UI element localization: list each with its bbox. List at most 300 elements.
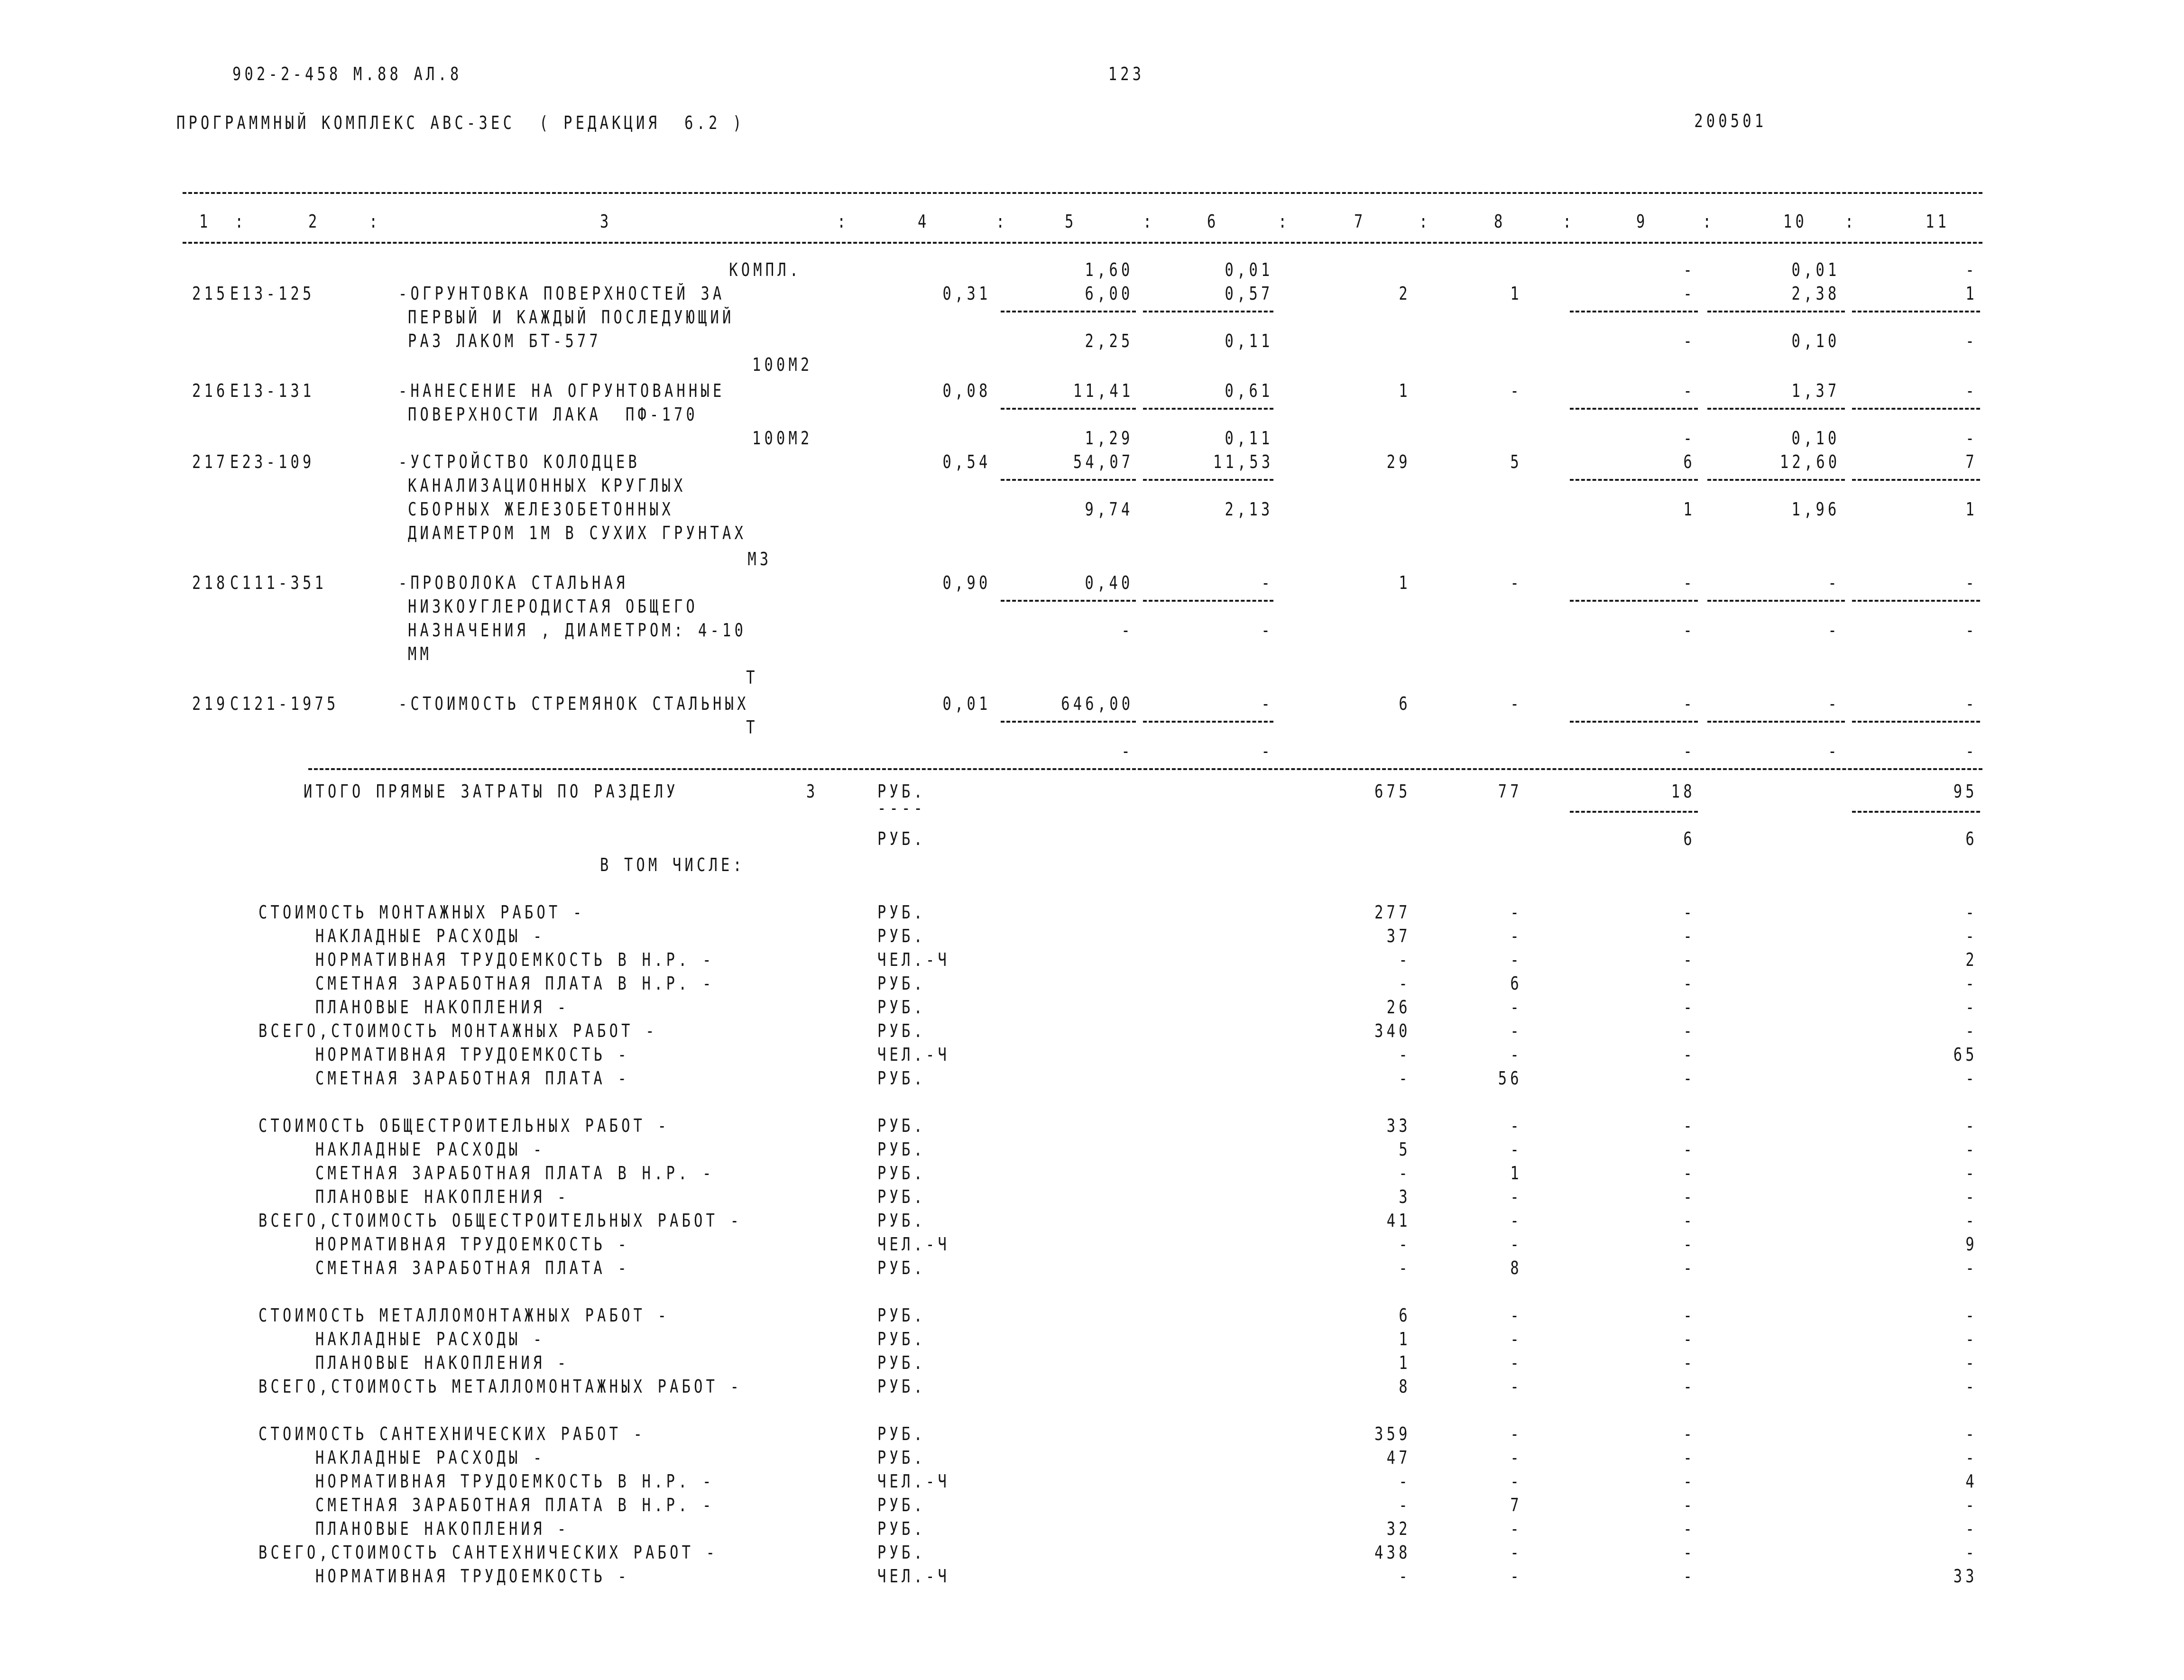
summary-subitem: НАКЛАДНЫЕ РАСХОДЫ -: [315, 1447, 545, 1468]
summary-c11: -: [1965, 1542, 1978, 1563]
summary-c9: -: [1683, 1020, 1696, 1041]
summary-c8: -: [1510, 1044, 1522, 1065]
summary-c11: -: [1965, 1139, 1978, 1160]
summary-c9: -: [1683, 902, 1696, 923]
summary-c9: -: [1683, 1566, 1696, 1587]
summary-c8: -: [1510, 1234, 1522, 1255]
item-unit: Т: [746, 717, 758, 738]
cell-c5: 54,07: [1073, 451, 1133, 472]
cell-sub-rule: [1143, 600, 1273, 602]
cell-c10: 0,01: [1791, 259, 1840, 280]
column-separator: :: [1278, 211, 1290, 232]
summary-c7: -: [1399, 1163, 1411, 1184]
summary-c7: 37: [1386, 926, 1411, 946]
summary-c9: -: [1683, 1186, 1696, 1207]
cell-c8: -: [1510, 380, 1522, 401]
summary-unit: РУБ.: [877, 1542, 926, 1563]
column-header-8: 8: [1494, 211, 1506, 232]
column-header-10: 10: [1783, 211, 1808, 232]
summary-c11: 33: [1953, 1566, 1978, 1587]
report-code: 200501: [1694, 110, 1767, 131]
cell-c5: 646,00: [1060, 693, 1133, 714]
cell-c7: 1: [1399, 380, 1411, 401]
summary-c8: -: [1510, 1210, 1522, 1231]
summary-c7: 277: [1374, 902, 1411, 923]
summary-unit: РУБ.: [877, 1376, 926, 1397]
summary-c8: -: [1510, 949, 1522, 970]
summary-c9: -: [1683, 1234, 1696, 1255]
cell-c11: 7: [1965, 451, 1978, 472]
summary-c11: -: [1965, 1447, 1978, 1468]
cell-c9: -: [1683, 572, 1696, 593]
summary-c9: -: [1683, 1542, 1696, 1563]
summary-c11: -: [1965, 1329, 1978, 1350]
cell-secondary-b10: -: [1828, 741, 1840, 762]
page-number: 123: [1108, 64, 1145, 84]
item-code: С111-351: [230, 572, 327, 593]
item-unit: 100М2: [752, 354, 813, 375]
summary-c9: -: [1683, 1471, 1696, 1492]
item-description-line: НИЗКОУГЛЕРОДИСТАЯ ОБЩЕГО: [408, 596, 699, 617]
column-separator: :: [1703, 211, 1715, 232]
cell-c8: 1: [1510, 283, 1522, 304]
item-description-line: КАНАЛИЗАЦИОННЫХ КРУГЛЫХ: [408, 475, 686, 496]
summary-subitem: НОРМАТИВНАЯ ТРУДОЕМКОСТЬ -: [315, 1234, 630, 1255]
summary-unit: РУБ.: [877, 1020, 926, 1041]
summary-c8: 7: [1510, 1495, 1522, 1515]
summary-unit: РУБ.: [877, 1258, 926, 1278]
summary-heading: ВСЕГО,СТОИМОСТЬ МЕТАЛЛОМОНТАЖНЫХ РАБОТ -: [258, 1376, 743, 1397]
cell-secondary-b9: 1: [1683, 499, 1696, 520]
cell-sub-rule: [1570, 721, 1698, 723]
item-unit: 100М2: [752, 428, 813, 449]
cell-c10: 2,38: [1791, 283, 1840, 304]
cell-sub-rule: [1852, 311, 1980, 312]
cell-secondary-b11: -: [1965, 620, 1978, 641]
cell-sub-rule: [1570, 479, 1698, 481]
cell-secondary-b10: 1,96: [1791, 499, 1840, 520]
total-unit: РУБ.: [877, 781, 926, 802]
column-header-4: 4: [918, 211, 930, 232]
summary-c8: -: [1510, 997, 1522, 1018]
summary-c8: -: [1510, 1447, 1522, 1468]
summary-c11: -: [1965, 973, 1978, 994]
summary-unit: РУБ.: [877, 1423, 926, 1444]
cell-next-n11: -: [1965, 428, 1978, 449]
cell-secondary-b5: 2,25: [1085, 330, 1133, 351]
summary-subitem: СМЕТНАЯ ЗАРАБОТНАЯ ПЛАТА -: [315, 1068, 630, 1089]
cell-c6: 11,53: [1213, 451, 1273, 472]
column-header-5: 5: [1065, 211, 1077, 232]
item-unit: М3: [747, 549, 772, 569]
cell-c9: 6: [1683, 451, 1696, 472]
total-c9: 18: [1671, 781, 1696, 802]
summary-c9: -: [1683, 1447, 1696, 1468]
summary-c8: -: [1510, 926, 1522, 946]
total-c11: 95: [1953, 781, 1978, 802]
summary-unit: ЧЕЛ.-Ч: [877, 949, 950, 970]
summary-c8: -: [1510, 1518, 1522, 1539]
cell-c11: -: [1965, 572, 1978, 593]
summary-c11: -: [1965, 1115, 1978, 1136]
summary-c11: -: [1965, 1376, 1978, 1397]
item-number: 217: [192, 451, 229, 472]
cell-c10: 1,37: [1791, 380, 1840, 401]
cell-c9: -: [1683, 259, 1696, 280]
summary-c7: 3: [1399, 1186, 1411, 1207]
item-description-line: СБОРНЫХ ЖЕЛЕЗОБЕТОННЫХ: [408, 499, 674, 520]
summary-subitem: ПЛАНОВЫЕ НАКОПЛЕНИЯ -: [315, 997, 570, 1018]
cell-next-n9: -: [1683, 428, 1696, 449]
item-description-line: НАЗНАЧЕНИЯ , ДИАМЕТРОМ: 4-10: [408, 620, 747, 641]
summary-c7: -: [1399, 1234, 1411, 1255]
summary-unit: ЧЕЛ.-Ч: [877, 1471, 950, 1492]
summary-c9: -: [1683, 1352, 1696, 1373]
cell-sub-rule: [1143, 311, 1273, 312]
cell-sub-rule: [1143, 479, 1273, 481]
cell-secondary-b5: -: [1121, 620, 1133, 641]
summary-heading: ВСЕГО,СТОИМОСТЬ САНТЕХНИЧЕСКИХ РАБОТ -: [258, 1542, 719, 1563]
summary-c8: -: [1510, 902, 1522, 923]
cell-secondary-b9: -: [1683, 620, 1696, 641]
total-sub-rule: [1570, 811, 1698, 813]
cell-c5: 1,60: [1085, 259, 1133, 280]
cell-sub-rule: [1852, 721, 1980, 723]
summary-unit: РУБ.: [877, 997, 926, 1018]
summary-heading: СТОИМОСТЬ САНТЕХНИЧЕСКИХ РАБОТ -: [258, 1423, 646, 1444]
summary-unit: РУБ.: [877, 1352, 926, 1373]
summary-c8: -: [1510, 1305, 1522, 1326]
item-description-line: -НАНЕСЕНИЕ НА ОГРУНТОВАННЫЕ: [398, 380, 725, 401]
summary-c9: -: [1683, 1423, 1696, 1444]
summary-c8: 8: [1510, 1258, 1522, 1278]
total-c7: 675: [1374, 781, 1411, 802]
summary-c7: -: [1399, 1258, 1411, 1278]
summary-c8: -: [1510, 1186, 1522, 1207]
cell-c8: -: [1510, 693, 1522, 714]
cell-c10: -: [1828, 693, 1840, 714]
summary-c7: 1: [1399, 1329, 1411, 1350]
cell-sub-rule: [1852, 600, 1980, 602]
cell-sub-rule: [1001, 408, 1136, 410]
item-code: С121-1975: [230, 693, 339, 714]
summary-unit: РУБ.: [877, 1305, 926, 1326]
summary-c9: -: [1683, 1210, 1696, 1231]
summary-c8: 6: [1510, 973, 1522, 994]
summary-subitem: НАКЛАДНЫЕ РАСХОДЫ -: [315, 1329, 545, 1350]
cell-sub-rule: [1707, 311, 1845, 312]
summary-subitem: СМЕТНАЯ ЗАРАБОТНАЯ ПЛАТА В Н.Р. -: [315, 1495, 715, 1515]
summary-unit: ЧЕЛ.-Ч: [877, 1044, 950, 1065]
cell-c4: 0,08: [942, 380, 991, 401]
item-description-line: ПЕРВЫЙ И КАЖДЫЙ ПОСЛЕДУЮЩИЙ: [408, 307, 735, 328]
cell-c4: 0,01: [942, 693, 991, 714]
cell-c6: -: [1261, 572, 1273, 593]
cell-next-n6: 0,11: [1225, 428, 1273, 449]
cell-sub-rule: [1570, 311, 1698, 312]
summary-c11: -: [1965, 997, 1978, 1018]
total-section-number: 3: [806, 781, 819, 802]
summary-c8: -: [1510, 1352, 1522, 1373]
column-header-3: 3: [600, 211, 612, 232]
summary-c7: 41: [1386, 1210, 1411, 1231]
summary-c9: -: [1683, 1044, 1696, 1065]
summary-c7: -: [1399, 1495, 1411, 1515]
cell-c9: -: [1683, 380, 1696, 401]
cell-c8: -: [1510, 572, 1522, 593]
summary-c11: -: [1965, 902, 1978, 923]
summary-c7: -: [1399, 973, 1411, 994]
summary-unit: РУБ.: [877, 1068, 926, 1089]
cell-secondary-b9: -: [1683, 741, 1696, 762]
cell-sub-rule: [1707, 721, 1845, 723]
summary-c8: -: [1510, 1542, 1522, 1563]
summary-c8: -: [1510, 1115, 1522, 1136]
summary-c7: 47: [1386, 1447, 1411, 1468]
summary-unit: РУБ.: [877, 1210, 926, 1231]
program-title: ПРОГРАММНЫЙ КОМПЛЕКС АВС-3ЕС ( РЕДАКЦИЯ 6.2 ): [176, 112, 745, 133]
summary-c9: -: [1683, 1258, 1696, 1278]
summary-unit: РУБ.: [877, 1447, 926, 1468]
summary-subitem: НОРМАТИВНАЯ ТРУДОЕМКОСТЬ В Н.Р. -: [315, 949, 715, 970]
summary-heading: СТОИМОСТЬ МОНТАЖНЫХ РАБОТ -: [258, 902, 585, 923]
cell-sub-rule: [1852, 408, 1980, 410]
summary-subitem: СМЕТНАЯ ЗАРАБОТНАЯ ПЛАТА В Н.Р. -: [315, 973, 715, 994]
including-label: В ТОМ ЧИСЛЕ:: [600, 854, 746, 875]
item-number: 216: [192, 380, 229, 401]
cell-sub-rule: [1570, 408, 1698, 410]
cell-c6: 0,01: [1225, 259, 1273, 280]
cell-secondary-b10: 0,10: [1791, 330, 1840, 351]
summary-c11: 2: [1965, 949, 1978, 970]
item-description-line: -ОГРУНТОВКА ПОВЕРХНОСТЕЙ ЗА: [398, 283, 725, 304]
summary-c8: -: [1510, 1471, 1522, 1492]
summary-c11: -: [1965, 1352, 1978, 1373]
column-separator: :: [369, 211, 381, 232]
summary-unit: РУБ.: [877, 1186, 926, 1207]
item-number: 219: [192, 693, 229, 714]
summary-c7: -: [1399, 1068, 1411, 1089]
item-number: 215: [192, 283, 229, 304]
cell-c6: 0,57: [1225, 283, 1273, 304]
cell-secondary-b6: 2,13: [1225, 499, 1273, 520]
column-separator: :: [235, 211, 247, 232]
item-description-line: -УСТРОЙСТВО КОЛОДЦЕВ: [398, 451, 641, 472]
column-separator: :: [837, 211, 849, 232]
summary-c11: -: [1965, 1495, 1978, 1515]
summary-subitem: ПЛАНОВЫЕ НАКОПЛЕНИЯ -: [315, 1518, 570, 1539]
column-separator: :: [1563, 211, 1575, 232]
summary-c7: 26: [1386, 997, 1411, 1018]
summary-c11: -: [1965, 1186, 1978, 1207]
summary-heading: ВСЕГО,СТОИМОСТЬ МОНТАЖНЫХ РАБОТ -: [258, 1020, 658, 1041]
cell-c10: -: [1828, 572, 1840, 593]
cell-c11: -: [1965, 380, 1978, 401]
item-description-line: -ПРОВОЛОКА СТАЛЬНАЯ: [398, 572, 628, 593]
cell-sub-rule: [1707, 479, 1845, 481]
summary-c9: -: [1683, 1518, 1696, 1539]
summary-c9: -: [1683, 1115, 1696, 1136]
summary-heading: СТОИМОСТЬ ОБЩЕСТРОИТЕЛЬНЫХ РАБОТ -: [258, 1115, 670, 1136]
summary-subitem: СМЕТНАЯ ЗАРАБОТНАЯ ПЛАТА В Н.Р. -: [315, 1163, 715, 1184]
summary-heading: СТОИМОСТЬ МЕТАЛЛОМОНТАЖНЫХ РАБОТ -: [258, 1305, 670, 1326]
cell-c4: 0,54: [942, 451, 991, 472]
cell-c4: 0,90: [942, 572, 991, 593]
summary-c7: 32: [1386, 1518, 1411, 1539]
cell-sub-rule: [1001, 721, 1136, 723]
cell-secondary-b5: -: [1121, 741, 1133, 762]
section-total-rule: [308, 768, 1982, 770]
cell-secondary-b6: -: [1261, 620, 1273, 641]
summary-unit: РУБ.: [877, 973, 926, 994]
cell-c9: -: [1683, 693, 1696, 714]
item-unit: Т: [746, 667, 758, 688]
summary-unit: РУБ.: [877, 902, 926, 923]
summary-unit: РУБ.: [877, 1163, 926, 1184]
cell-c4: 0,31: [942, 283, 991, 304]
summary-heading: ВСЕГО,СТОИМОСТЬ ОБЩЕСТРОИТЕЛЬНЫХ РАБОТ -: [258, 1210, 743, 1231]
summary-c11: 65: [1953, 1044, 1978, 1065]
cell-c5: 6,00: [1085, 283, 1133, 304]
summary-c7: 1: [1399, 1352, 1411, 1373]
summary-c11: -: [1965, 1210, 1978, 1231]
summary-c9: -: [1683, 1329, 1696, 1350]
cell-secondary-b10: -: [1828, 620, 1840, 641]
cell-c7: 6: [1399, 693, 1411, 714]
cell-c7: 29: [1386, 451, 1411, 472]
summary-c9: -: [1683, 1376, 1696, 1397]
item-description-line: ПОВЕРХНОСТИ ЛАКА ПФ-170: [408, 404, 699, 425]
cell-sub-rule: [1001, 479, 1136, 481]
column-header-6: 6: [1207, 211, 1219, 232]
unit-label: КОМПЛ.: [728, 259, 802, 280]
total-unit-secondary: РУБ.: [877, 828, 926, 849]
cell-secondary-b11: -: [1965, 330, 1978, 351]
cell-secondary-b9: -: [1683, 330, 1696, 351]
summary-unit: РУБ.: [877, 1495, 926, 1515]
item-number: 218: [192, 572, 229, 593]
column-header-7: 7: [1354, 211, 1366, 232]
column-separator: :: [1419, 211, 1431, 232]
summary-unit: РУБ.: [877, 1139, 926, 1160]
summary-c11: -: [1965, 1423, 1978, 1444]
column-header-11: 11: [1926, 211, 1950, 232]
summary-unit: ЧЕЛ.-Ч: [877, 1566, 950, 1587]
summary-unit: РУБ.: [877, 1115, 926, 1136]
item-description-line: ММ: [408, 643, 433, 664]
summary-c7: -: [1399, 949, 1411, 970]
document-code: 902-2-458 М.88 АЛ.8: [232, 64, 462, 84]
summary-unit: ЧЕЛ.-Ч: [877, 1234, 950, 1255]
item-code: Е23-109: [230, 451, 315, 472]
summary-c7: 359: [1374, 1423, 1411, 1444]
item-description-line: РАЗ ЛАКОМ БТ-577: [408, 330, 602, 351]
summary-c9: -: [1683, 1068, 1696, 1089]
summary-c9: -: [1683, 1305, 1696, 1326]
summary-c8: -: [1510, 1020, 1522, 1041]
cell-secondary-b11: -: [1965, 741, 1978, 762]
cell-next-n5: 1,29: [1085, 428, 1133, 449]
summary-c7: -: [1399, 1044, 1411, 1065]
cell-secondary-b6: -: [1261, 741, 1273, 762]
cell-secondary-b5: 9,74: [1085, 499, 1133, 520]
total-label: ИТОГО ПРЯМЫЕ ЗАТРАТЫ ПО РАЗДЕЛУ: [304, 781, 679, 802]
summary-subitem: НАКЛАДНЫЕ РАСХОДЫ -: [315, 926, 545, 946]
summary-subitem: НАКЛАДНЫЕ РАСХОДЫ -: [315, 1139, 545, 1160]
summary-c8: -: [1510, 1566, 1522, 1587]
summary-c8: -: [1510, 1139, 1522, 1160]
summary-c9: -: [1683, 1495, 1696, 1515]
cell-c8: 5: [1510, 451, 1522, 472]
column-separator: :: [1845, 211, 1857, 232]
summary-c9: -: [1683, 973, 1696, 994]
summary-subitem: НОРМАТИВНАЯ ТРУДОЕМКОСТЬ -: [315, 1566, 630, 1587]
summary-subitem: ПЛАНОВЫЕ НАКОПЛЕНИЯ -: [315, 1186, 570, 1207]
total-b11: 6: [1965, 828, 1978, 849]
total-sub-rule: [1852, 811, 1980, 813]
summary-c8: 1: [1510, 1163, 1522, 1184]
summary-unit: РУБ.: [877, 1329, 926, 1350]
summary-c11: -: [1965, 1163, 1978, 1184]
total-underline: ----: [877, 798, 926, 818]
summary-c9: -: [1683, 1163, 1696, 1184]
summary-unit: РУБ.: [877, 926, 926, 946]
cell-sub-rule: [1143, 408, 1273, 410]
summary-c11: -: [1965, 926, 1978, 946]
cell-c6: -: [1261, 693, 1273, 714]
cell-c10: 12,60: [1779, 451, 1840, 472]
cell-c6: 0,61: [1225, 380, 1273, 401]
summary-c11: -: [1965, 1068, 1978, 1089]
summary-c9: -: [1683, 997, 1696, 1018]
cell-c11: -: [1965, 693, 1978, 714]
cell-sub-rule: [1707, 408, 1845, 410]
cell-c5: 11,41: [1073, 380, 1133, 401]
summary-subitem: СМЕТНАЯ ЗАРАБОТНАЯ ПЛАТА -: [315, 1258, 630, 1278]
column-header-1: 1: [199, 211, 212, 232]
cell-c11: -: [1965, 259, 1978, 280]
item-description-line: ДИАМЕТРОМ 1М В СУХИХ ГРУНТАХ: [408, 523, 747, 543]
item-code: Е13-125: [230, 283, 315, 304]
cell-sub-rule: [1001, 311, 1136, 312]
cell-secondary-b6: 0,11: [1225, 330, 1273, 351]
cell-sub-rule: [1570, 600, 1698, 602]
summary-c7: 8: [1399, 1376, 1411, 1397]
summary-c7: 33: [1386, 1115, 1411, 1136]
summary-c11: -: [1965, 1518, 1978, 1539]
total-c8: 77: [1498, 781, 1522, 802]
column-separator: :: [1143, 211, 1155, 232]
cell-sub-rule: [1143, 721, 1273, 723]
summary-c11: -: [1965, 1020, 1978, 1041]
summary-subitem: ПЛАНОВЫЕ НАКОПЛЕНИЯ -: [315, 1352, 570, 1373]
item-description-line: -СТОИМОСТЬ СТРЕМЯНОК СТАЛЬНЫХ: [398, 693, 749, 714]
cell-next-n10: 0,10: [1791, 428, 1840, 449]
summary-c7: -: [1399, 1471, 1411, 1492]
summary-c9: -: [1683, 949, 1696, 970]
summary-c9: -: [1683, 1139, 1696, 1160]
column-header-9: 9: [1636, 211, 1649, 232]
summary-c8: -: [1510, 1423, 1522, 1444]
summary-c8: -: [1510, 1329, 1522, 1350]
summary-c7: 340: [1374, 1020, 1411, 1041]
column-separator: :: [996, 211, 1008, 232]
cell-sub-rule: [1852, 479, 1980, 481]
item-code: Е13-131: [230, 380, 315, 401]
cell-secondary-b11: 1: [1965, 499, 1978, 520]
cell-sub-rule: [1001, 600, 1136, 602]
summary-unit: РУБ.: [877, 1518, 926, 1539]
